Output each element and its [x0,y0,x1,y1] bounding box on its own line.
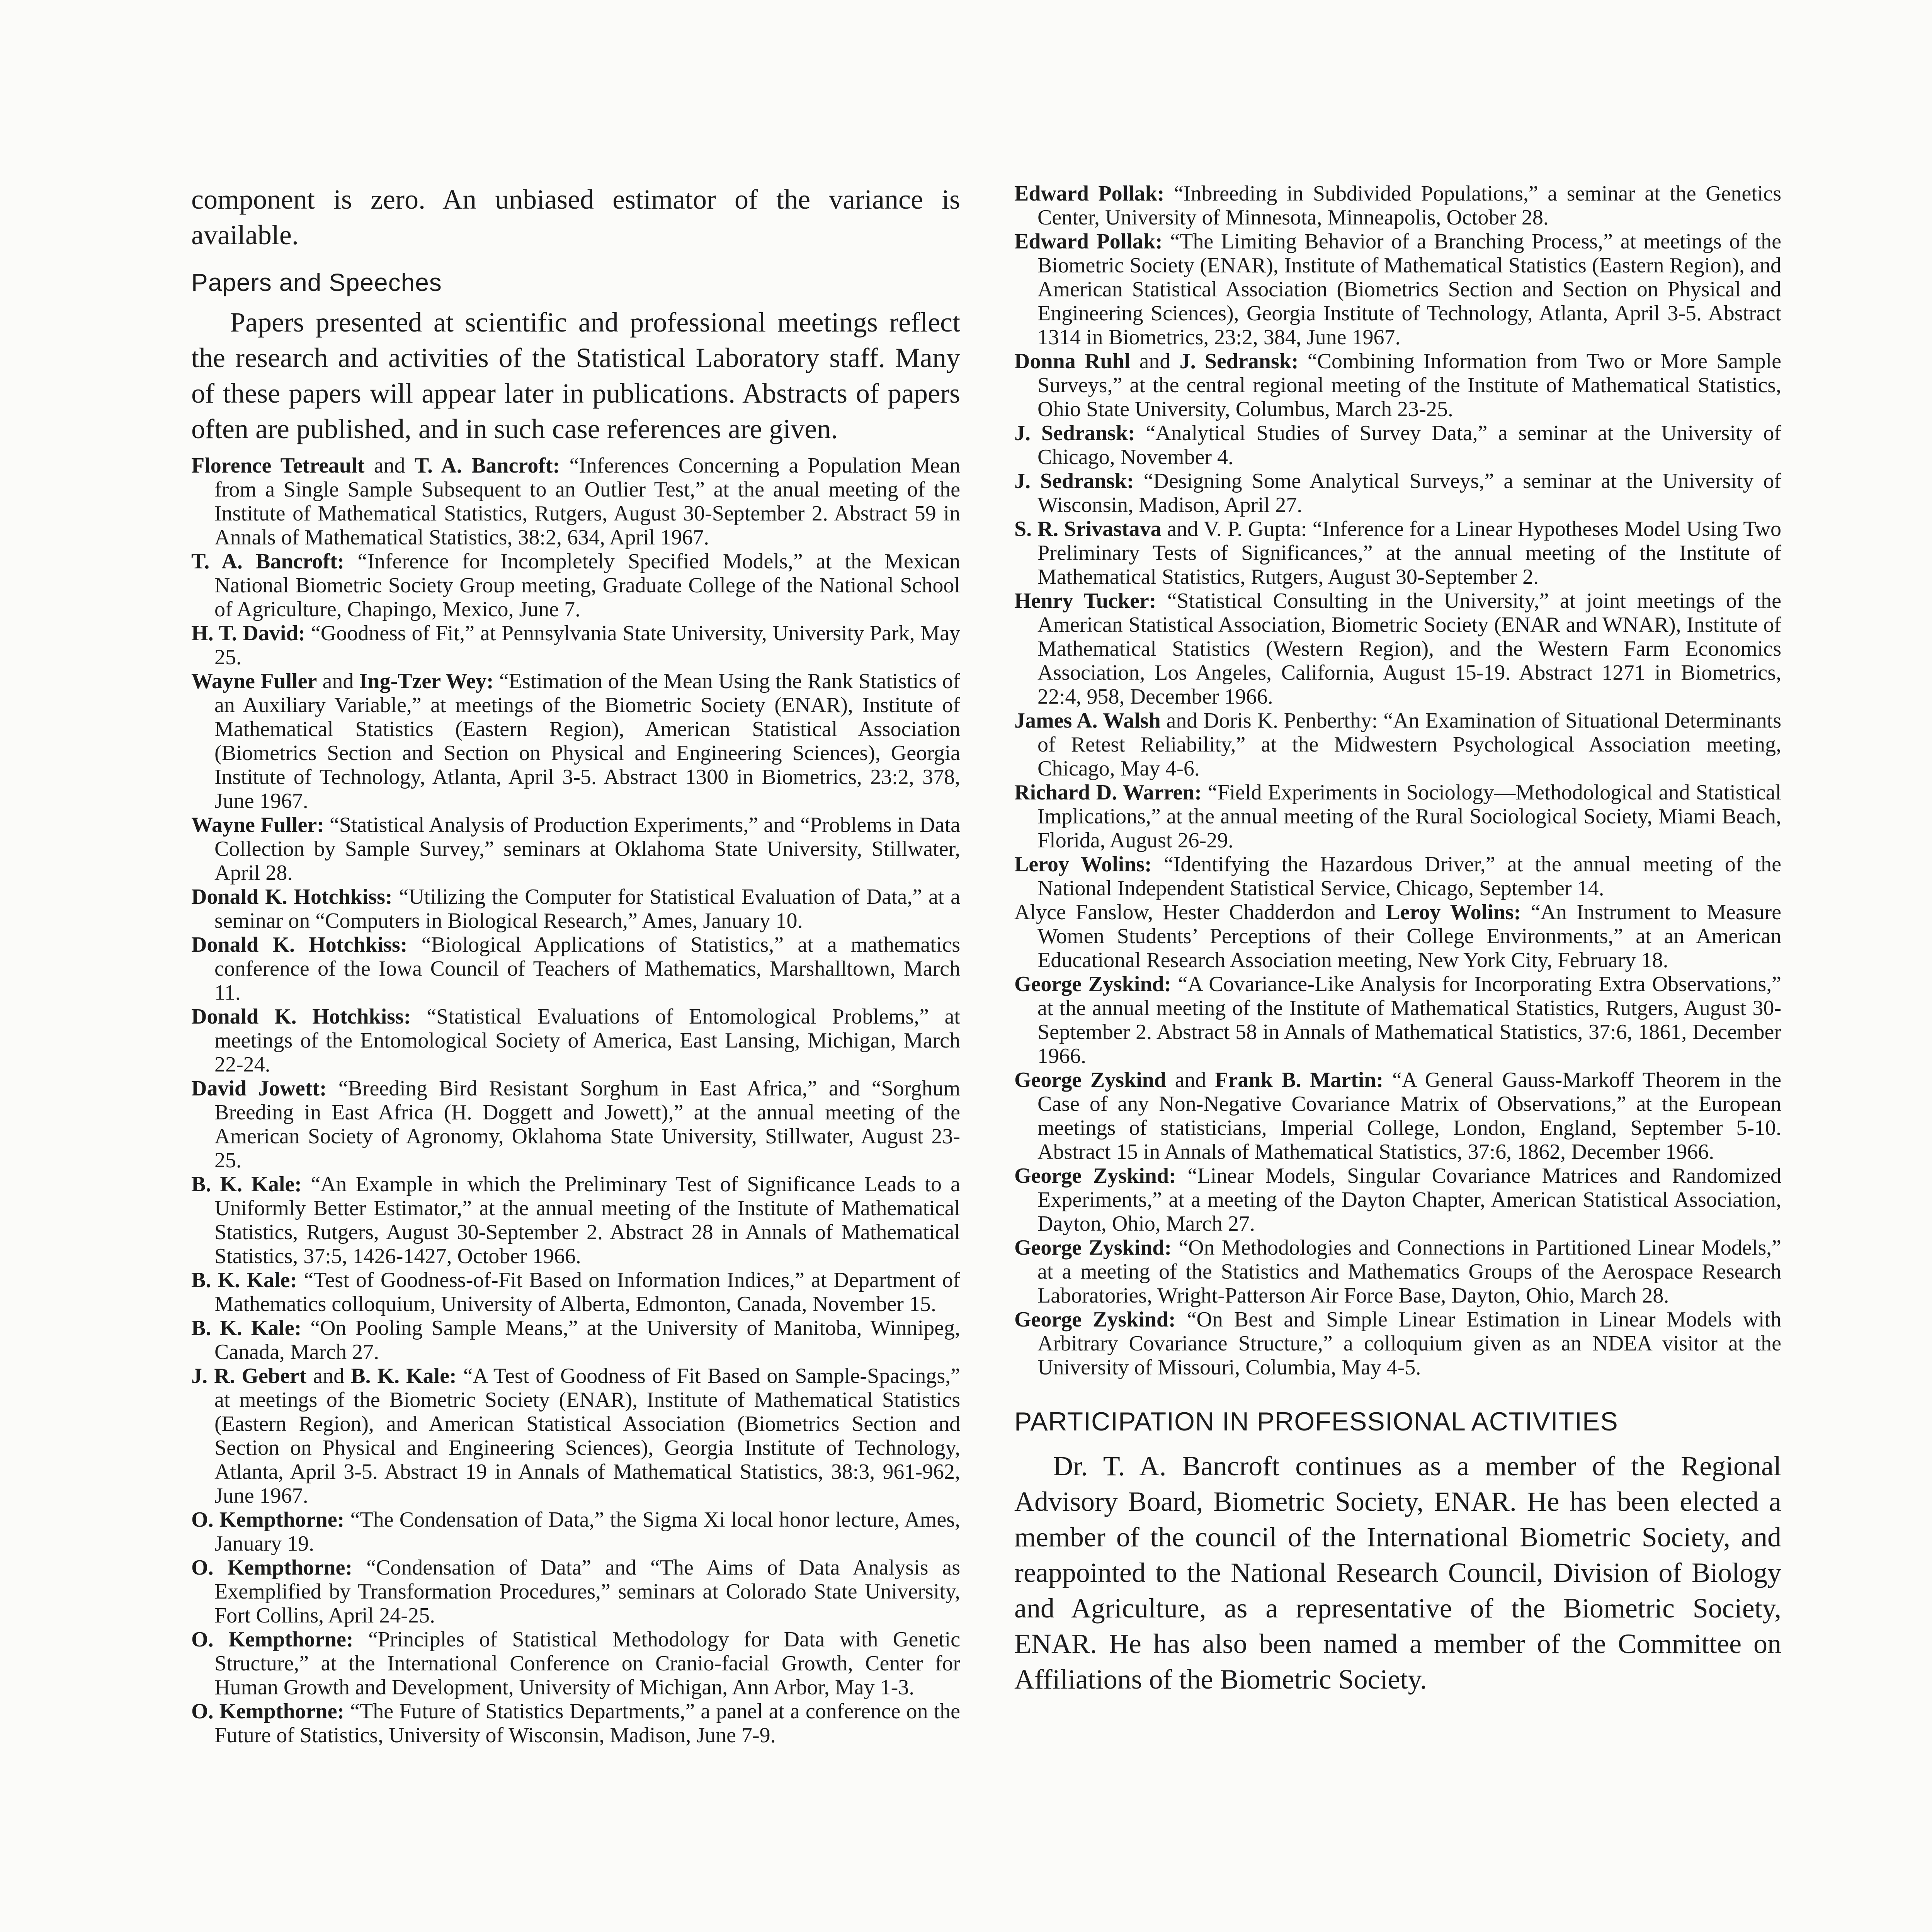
publication-entry [191,1699,960,1747]
entry-text: “Principles of Statistical Methodology for Data with Genetic Structure,” at the International Conference on Cranio-facial Growth, Center for Human Growth and Development, University of Michigan, Ann Arbor, May 1-3. [214,1628,961,1699]
entry-author: James A. Walsh [1014,709,1161,733]
entry-author: B. K. Kale: [191,1172,302,1196]
entry-joiner: Alyce Fanslow, Hester Chadderdon and [1014,900,1386,924]
entry-author: Wayne Fuller: [191,813,324,837]
entry-text: “Goodness of Fit,” at Pennsylvania State University, University Park, May 25. [214,621,961,669]
entry-joiner: and V. P. Gupta: [1161,517,1307,541]
publication-entry [1014,852,1781,900]
entry-author: B. K. Kale: [191,1316,302,1340]
entry-text: “Analytical Studies of Survey Data,” a seminar at the University of Chicago, November 4. [1037,421,1781,469]
entry-author: George Zyskind [1014,1068,1166,1092]
publication-entry [191,549,960,621]
entry-author: Donald K. Hotchkiss: [191,933,408,957]
right-entry-list [1014,182,1781,1379]
intro-text: component is zero. An unbiased estimator of the variance is available. [191,184,960,250]
entry-joiner: and [1166,1068,1215,1092]
entry-text: “Field Experiments in Sociology—Methodological and Statistical Implications,” at the annual meeting of the Rural Sociological Society, Miami Beach, Florida, August 26-29. [1037,781,1781,852]
entry-author: H. T. David: [191,621,306,645]
entry-text: “An Instrument to Measure Women Students’ Perceptions of their College Environments,” at an American Educational Research Association meeting, New York City, February 18. [1037,900,1781,972]
publication-entry [191,669,960,813]
entry-text: “Statistical Evaluations of Entomological Problems,” at meetings of the Entomological Society of America, East Lansing, Michigan, March 22-24. [214,1005,960,1077]
entry-text: “An Examination of Situational Determinants of Retest Reliability,” at the Midwestern Psychological Association meeting, Chicago, May 4-6. [1037,709,1782,781]
publication-entry [191,1364,960,1508]
entry-author: David Jowett: [191,1077,327,1100]
entry-text: “Combining Information from Two or More Sample Surveys,” at the central regional meeting of the Institute of Mathematical Statistics, Ohio State University, Columbus, March 23-25. [1037,349,1782,421]
entry-text: “Inference for a Linear Hypotheses Model Using Two Preliminary Tests of Significances,” at the annual meeting of the Institute of Mathematical Statistics, Rutgers, August 30-September 2. [1037,517,1782,589]
entry-author: T. A. Bancroft: [191,549,345,573]
entry-author: Henry Tucker: [1014,589,1156,613]
entry-text: “Estimation of the Mean Using the Rank Statistics of an Auxiliary Variable,” at meetings of the Biometric Society (ENAR), Institute of Mathematical Statistics (Eastern Region), American Statistical Association (Biometrics Section and Section on Physical and Engineering Sciences), Georgia Institute of Technology, Atlanta, April 3-5. Abstract 1300 in Biometrics, 23:2, 378, June 1967. [214,669,960,813]
publication-entry [1014,230,1781,349]
entry-text: “An Example in which the Preliminary Test of Significance Leads to a Uniformly Better Estimator,” at the annual meeting of the Institute of Mathematical Statistics, Rutgers, August 30-September 2. Abstract 28 in Annals of Mathematical Statistics, 37:5, 1426-1427, October 1966. [214,1172,961,1268]
entry-author: B. K. Kale: [191,1268,298,1292]
publication-entry [1014,517,1781,589]
left-column [191,182,960,1747]
entry-author: Florence Tetreault [191,454,365,478]
publication-entry [1014,1236,1781,1308]
entry-author: Edward Pollak: [1014,230,1163,253]
entry-text: “On Pooling Sample Means,” at the University of Manitoba, Winnipeg, Canada, March 27. [214,1316,960,1364]
participation-body: Dr. T. A. Bancroft continues as a member of the Regional Advisory Board, Biometric Society, ENAR. He has been elected a member of the council of the International Biometric Society, and reappointed to the National Research Council, Division of Biology and Agriculture, as a representative of the Biometric Society, ENAR. He has also been named a member of the Committee on Affiliations of the Biometric Society. [1014,1451,1781,1695]
publication-entry [1014,349,1781,421]
publication-entry [1014,182,1781,230]
entry-author: J. R. Gebert [191,1364,307,1388]
entry-text: “On Methodologies and Connections in Partitioned Linear Models,” at a meeting of the Statistics and Mathematics Groups of the Aerospace Research Laboratories, Wright-Patterson Air Force Base, Dayton, Ohio, March 28. [1037,1236,1781,1308]
entry-author: Donald K. Hotchkiss: [191,1005,411,1029]
entry-text: “On Best and Simple Linear Estimation in Linear Models with Arbitrary Covariance Structure,” a colloquium given as an NDEA visitor at the University of Missouri, Columbia, May 4-5. [1037,1308,1781,1379]
entry-text: “Biological Applications of Statistics,” at a mathematics conference of the Iowa Council of Teachers of Mathematics, Marshalltown, March 11. [214,933,960,1005]
publication-entry [191,933,960,1005]
entry-coauthor: Ing-Tzer Wey: [359,669,494,693]
publication-entry [191,813,960,885]
entry-author: J. Sedransk: [1014,469,1134,493]
entry-author: Leroy Wolins: [1014,852,1152,876]
left-entry-list [191,454,960,1747]
entry-author: O. Kempthorne: [191,1508,345,1532]
entry-text: “Inference for Incompletely Specified Models,” at the Mexican National Biometric Society Group meeting, Graduate College of the National School of Agriculture, Chapingo, Mexico, June 7. [214,549,960,621]
entry-text: “Utilizing the Computer for Statistical Evaluation of Data,” at a seminar on “Computers in Biological Research,” Ames, January 10. [214,885,961,933]
entry-author: S. R. Srivastava [1014,517,1162,541]
publication-entry [191,454,960,549]
entry-author: Wayne Fuller [191,669,317,693]
entry-text: “Identifying the Hazardous Driver,” at the annual meeting of the National Independent Statistical Service, Chicago, September 14. [1037,852,1782,900]
entry-text: “Designing Some Analytical Surveys,” a seminar at the University of Wisconsin, Madison, April 27. [1037,469,1781,517]
entry-coauthor: B. K. Kale: [351,1364,457,1388]
publication-entry [1014,1164,1781,1236]
entry-joiner: and [306,1364,351,1388]
publication-entry [191,1005,960,1077]
publication-entry [191,1268,960,1316]
entry-text: “Linear Models, Singular Covariance Matrices and Randomized Experiments,” at a meeting of the Dayton Chapter, American Statistical Association, Dayton, Ohio, March 27. [1037,1164,1781,1236]
entry-author: J. Sedransk: [1014,421,1135,445]
entry-coauthor: J. Sedransk: [1179,349,1299,373]
publication-entry [1014,972,1781,1068]
entry-joiner: and [317,669,359,693]
participation-heading: PARTICIPATION IN PROFESSIONAL ACTIVITIES [1014,1407,1618,1436]
publication-entry [191,1172,960,1268]
entry-text: “Inferences Concerning a Population Mean from a Single Sample Subsequent to an Outlier Test,” at the anual meeting of the Institute of Mathematical Statistics, Rutgers, August 30-September 2. Abstract 59 in Annals of Mathematical Statistics, 38:2, 634, April 1967. [214,454,960,549]
publication-entry [1014,1308,1781,1379]
entry-text: “The Limiting Behavior of a Branching Process,” at meetings of the Biometric Society (ENAR), Institute of Mathematical Statistics (Eastern Region), and American Statistical Association (Biometrics Section and Section on Physical and Engineering Sciences), Georgia Institute of Technology, Atlanta, April 3-5. Abstract 1314 in Biometrics, 23:2, 384, June 1967. [1037,230,1781,349]
entry-text: “Breeding Bird Resistant Sorghum in East Africa,” and “Sorghum Breeding in East Africa (H. Doggett and Jowett),” at the annual meeting of the American Society of Agronomy, Oklahoma State University, Stillwater, August 23-25. [214,1077,960,1172]
entry-text: “The Future of Statistics Departments,” a panel at a conference on the Future of Statistics, University of Wisconsin, Madison, June 7-9. [214,1699,960,1747]
entry-author: George Zyskind: [1014,972,1172,996]
entry-author: George Zyskind: [1014,1236,1172,1260]
entry-coauthor: Leroy Wolins: [1386,900,1521,924]
entry-text: “Test of Goodness-of-Fit Based on Information Indices,” at Department of Mathematics colloquium, University of Alberta, Edmonton, Canada, November 15. [214,1268,961,1316]
entry-author: Edward Pollak: [1014,182,1165,206]
entry-author: Donald K. Hotchkiss: [191,885,393,909]
entry-coauthor: Frank B. Martin: [1215,1068,1384,1092]
entry-author: Richard D. Warren: [1014,781,1202,804]
publication-entry [191,1556,960,1628]
entry-author: O. Kempthorne: [191,1556,353,1580]
publication-entry [1014,589,1781,709]
entry-text: “A Test of Goodness of Fit Based on Sample-Spacings,” at meetings of the Biometric Society (ENAR), Institute of Mathematical Statistics (Eastern Region), and American Statistical Association (Biometrics Section and Section on Physical and Engineering Sciences), Georgia Institute of Technology, Atlanta, April 3-5. Abstract 19 in Annals of Mathematical Statistics, 38:3, 961-962, June 1967. [214,1364,961,1508]
entry-text: “A Covariance-Like Analysis for Incorporating Extra Observations,” at the annual meeting of the Institute of Mathematical Statistics, Rutgers, August 30-September 2. Abstract 58 in Annals of Mathematical Statistics, 37:6, 1861, December 1966. [1037,972,1781,1068]
entry-author: George Zyskind: [1014,1308,1176,1332]
publication-entry [1014,709,1781,781]
publication-entry [1014,781,1781,852]
entry-coauthor: T. A. Bancroft: [414,454,560,478]
publication-entry [191,1508,960,1556]
publication-entry [191,1077,960,1172]
publication-entry [191,621,960,669]
papers-speeches-intro: Papers presented at scientific and professional meetings reflect the research and activities of the Statistical Laboratory staff. Many of these papers will appear later in publications. Abstracts of papers often are published, and in such case references are given. [191,307,960,444]
entry-author: Donna Ruhl [1014,349,1131,373]
publication-entry [191,1316,960,1364]
entry-text: “Inbreeding in Subdivided Populations,” a seminar at the Genetics Center, University of Minnesota, Minneapolis, October 28. [1037,182,1782,230]
publication-entry [1014,1068,1781,1164]
publication-entry [191,1628,960,1699]
entry-text: “The Condensation of Data,” the Sigma Xi local honor lecture, Ames, January 19. [214,1508,960,1556]
entry-author: O. Kempthorne: [191,1628,354,1651]
publication-entry [1014,900,1781,972]
entry-author: O. Kempthorne: [191,1699,345,1723]
entry-joiner: and [364,454,415,478]
right-column [1014,182,1781,1697]
entry-text: “Condensation of Data” and “The Aims of Data Analysis as Exemplified by Transformation Procedures,” seminars at Colorado State University, Fort Collins, April 24-25. [214,1556,961,1628]
publication-entry [1014,421,1781,469]
entry-text: “Statistical Consulting in the University,” at joint meetings of the American Statistical Association, Biometric Society (ENAR and WNAR), Institute of Mathematical Statistics (Western Region), and the Western Farm Economics Association, Los Angeles, California, August 15-19. Abstract 1271 in Biometrics, 22:4, 958, December 1966. [1037,589,1781,709]
entry-text: “Statistical Analysis of Production Experiments,” and “Problems in Data Collection by Sample Survey,” seminars at Oklahoma State University, Stillwater, April 28. [214,813,960,885]
entry-joiner: and [1130,349,1180,373]
publication-entry [1014,469,1781,517]
entry-author: George Zyskind: [1014,1164,1176,1188]
entry-joiner: and Doris K. Penberthy: [1160,709,1378,733]
papers-speeches-heading: Papers and Speeches [191,269,442,296]
publication-entry [191,885,960,933]
entry-text: “A General Gauss-Markoff Theorem in the Case of any Non-Negative Covariance Matrix of Observations,” at the European meetings of statisticians, Imperial College, London, England, September 5-10. Abstract 15 in Annals of Mathematical Statistics, 37:6, 1862, December 1966. [1037,1068,1782,1164]
